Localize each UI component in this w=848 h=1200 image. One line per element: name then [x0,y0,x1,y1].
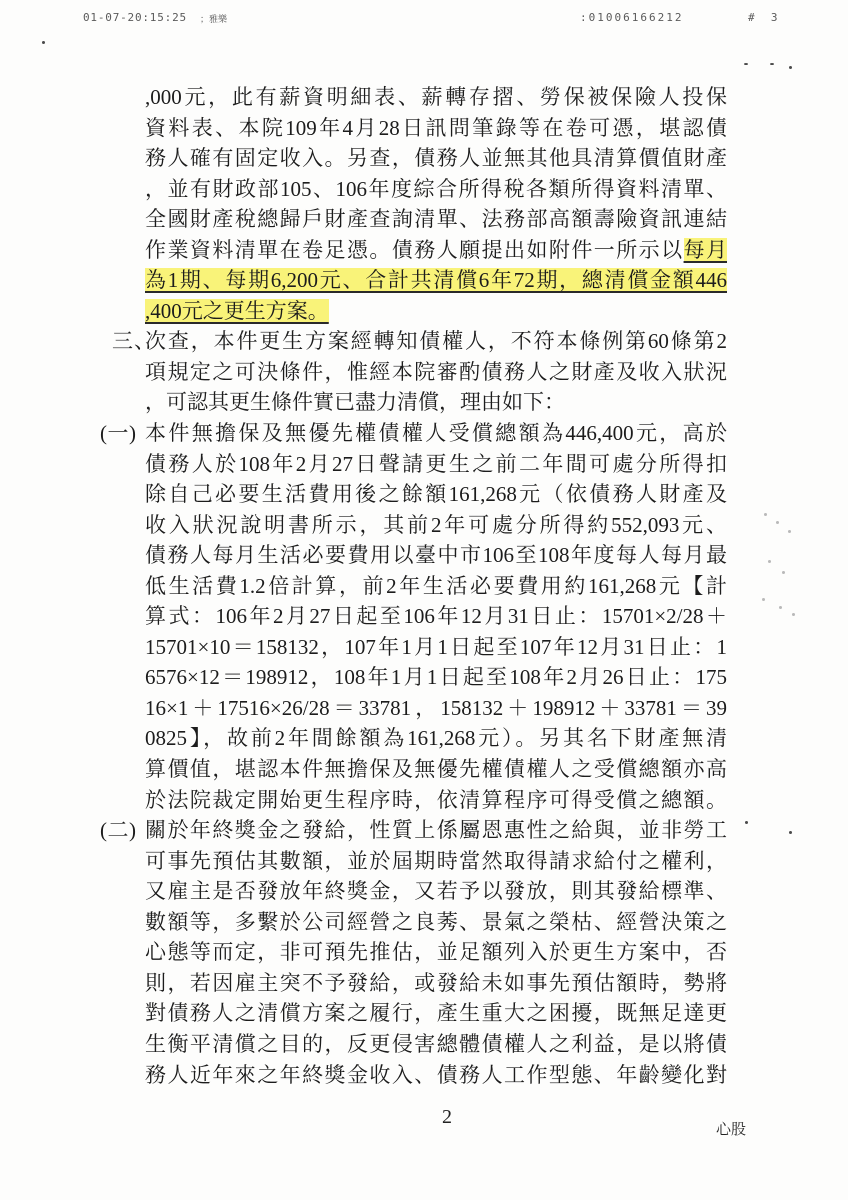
body-line [145,296,727,327]
body-line: 收入狀況說明書所示，其前2年可處分所得約552,093元、 [145,512,727,537]
fax-number: :01006166212 [580,11,684,24]
body-line [145,265,727,296]
body-line: 生衡平清償之目的，反更侵害總體債權人之利益，是以將債 [145,1031,727,1056]
highlighted-text: ,400元之更生方案。 [145,298,329,323]
section-marker: 三、 [112,329,156,354]
body-line [145,235,727,266]
body-line-text: 本件無擔保及無優先權債權人受償總額為446,400元，高於 [145,421,727,446]
body-line: 除自己必要生活費用後之餘額161,268元（依債務人財產及 [145,482,727,507]
body-line: ，並有財政部105、106年度綜合所得稅各類所得資料清單、 [145,176,727,201]
body-line: ，可認其更生條件實已盡力清償，理由如下： [145,390,565,415]
body-line: 債務人於108年2月27日聲請更生之前二年間可處分所得扣 [145,451,727,476]
body-line: 15701×10＝158132，107年1月1日起至107年12月31日止：1 [145,634,727,659]
scan-speck [744,63,748,65]
body-line: ,000元，此有薪資明細表、薪轉存摺、勞保被保險人投保 [145,85,727,109]
scan-speck [770,63,774,65]
court-division-label: 心股 [716,1122,747,1138]
body-line: 算價值，堪認本件無擔保及無優先權債權人之受償總額亦高 [145,757,727,782]
body-line: 則，若因雇主突不予發給，或發給未如事先預估額時，勢將 [145,970,727,995]
body-line: 又雇主是否發放年終獎金，又若予以發放，則其發給標準、 [145,879,727,904]
body-line: 6576×12＝198912，108年1月1日起至108年2月26日止：175 [145,665,727,690]
body-line: 於法院裁定開始更生程序時，依清算程序可得受償之總額。 [145,787,727,812]
section-heading-line [112,326,727,357]
highlighted-text: 為1期、每期6,200元、合計共清償6年72期，總清償金額446 [145,268,727,293]
document-body [0,82,848,1090]
body-line-text: 次查，本件更生方案經轉知債權人，不符本條例第60條第2 [145,329,727,354]
fax-timestamp: 01-07-20:15:25 [83,11,187,24]
body-line: 對債務人之清償方案之履行，產生重大之困擾，既無足達更 [145,1001,727,1026]
scan-speck [42,41,45,44]
highlighted-text: 每月 [683,237,727,262]
body-line: 算式：106年2月27日起至106年12月31日止：15701×2/28＋ [145,604,727,629]
body-line: 務人確有固定收入。另查，債務人並無其他具清算價值財產 [145,146,727,171]
fax-page-marker: # 3 [748,11,779,24]
body-line: 16×1＋17516×26/28＝33781，158132＋198912＋33781＝39 [145,695,727,720]
body-line: 債務人每月生活必要費用以臺中市106至108年度每人每月最 [145,543,727,568]
body-line: 務人近年來之年終獎金收入、債務人工作型態、年齡變化對 [145,1062,727,1087]
body-line: 全國財產稅總歸戶財產查詢清單、法務部高額壽險資訊連結 [145,207,727,232]
body-line: 資料表、本院109年4月28日訊問筆錄等在卷可憑，堪認債 [145,115,727,140]
body-line-text: 關於年終獎金之發給，性質上係屬恩惠性之給與，並非勞工 [145,818,727,843]
body-line: 項規定之可決條件，惟經本院審酌債務人之財產及收入狀況 [145,359,727,384]
body-line-text: 作業資料清單在卷足憑。債務人願提出如附件一所示以 [145,237,684,262]
page-number: 2 [442,1106,452,1128]
item-marker: (一) [100,421,137,446]
body-line: 低生活費1.2倍計算，前2年生活必要費用約161,268元【計 [145,573,727,598]
item-heading-line [100,418,727,449]
body-line: 可事先預估其數額，並於屆期時當然取得請求給付之權利， [145,848,727,873]
scan-speck [789,66,792,69]
body-line: 心態等而定，非可預先推估，並足額列入於更生方案中，否 [145,940,727,965]
item-heading-line [100,815,727,846]
body-line: 數額等，多繫於公司經營之良莠、景氣之榮枯、經營決策之 [145,909,727,934]
body-line: 0825】，故前2年間餘額為161,268元）。另其名下財產無清 [145,726,727,751]
item-marker: (二) [100,818,137,843]
fax-sender: ；雅樂 [200,15,228,25]
